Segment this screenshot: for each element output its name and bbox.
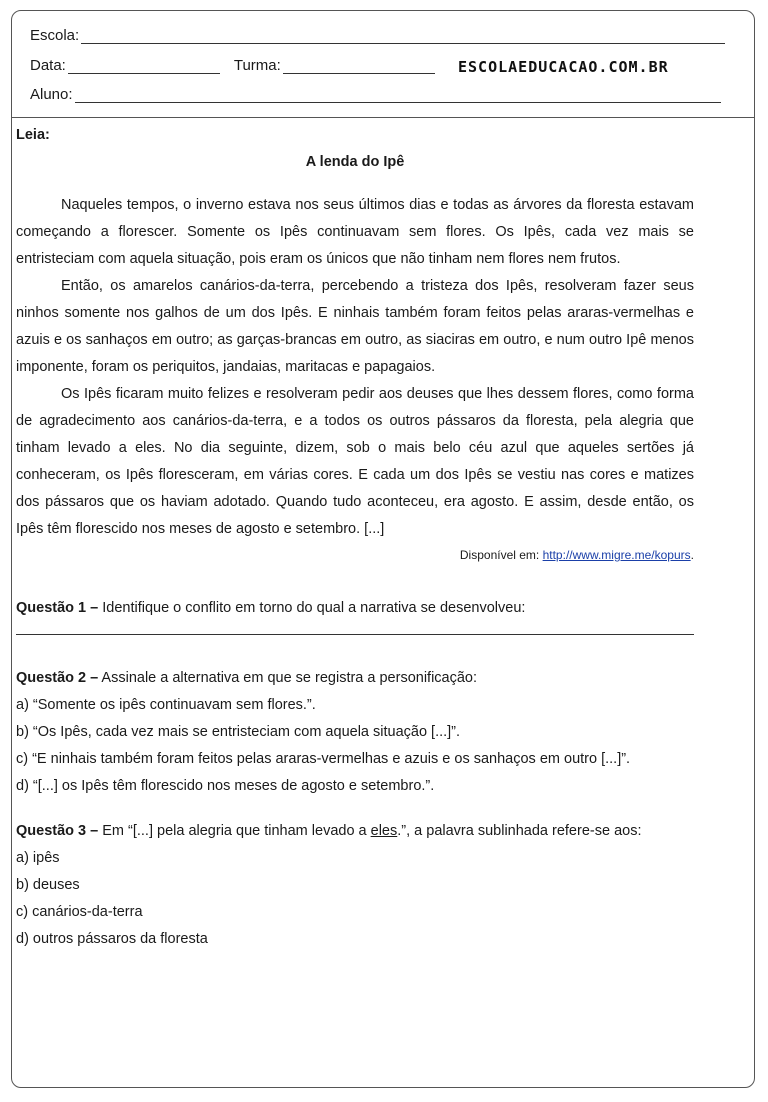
question-1 xyxy=(16,595,694,635)
source-citation xyxy=(16,545,694,565)
question-3-text-end: .”, a palavra sublinhada refere-se aos: xyxy=(397,823,642,839)
turma-label: Turma: xyxy=(233,57,281,74)
data-row xyxy=(30,57,435,74)
data-line[interactable] xyxy=(68,72,220,74)
aluno-label: Aluno: xyxy=(30,86,73,103)
story-text xyxy=(16,192,694,543)
escola-line[interactable] xyxy=(81,42,725,44)
option-b[interactable]: b) deuses xyxy=(16,877,80,893)
aluno-line[interactable] xyxy=(75,101,721,103)
question-2-label: Questão 2 – xyxy=(16,670,99,686)
student-info-header xyxy=(12,11,754,118)
site-logo-text: ESCOLAEDUCACAO.COM.BR xyxy=(458,58,669,76)
question-1-label: Questão 1 – xyxy=(16,600,99,616)
underlined-word: eles xyxy=(370,823,398,839)
source-link[interactable]: http://www.migre.me/kopurs xyxy=(542,548,691,562)
option-d[interactable]: d) outros pássaros da floresta xyxy=(16,931,208,947)
story-title: A lenda do Ipê xyxy=(305,154,405,170)
escola-row xyxy=(30,27,725,44)
option-c[interactable]: c) canários-da-terra xyxy=(16,904,143,920)
source-label: Disponível em: xyxy=(459,548,543,562)
instruction: Leia: xyxy=(16,127,50,143)
worksheet-content xyxy=(16,122,694,953)
question-2-text: Assinale a alternativa em que se registra a personificação: xyxy=(98,670,478,686)
source-end: . xyxy=(690,548,694,562)
paragraph: Naqueles tempos, o inverno estava nos seus últimos dias e todas as árvores da floresta estavam começando a florescer. Somente os Ipês continuavam sem flores. Os Ipês, cada vez mais se entristeciam com aquela situação, pois eram os únicos que não tinham nem flores nem frutos. xyxy=(16,197,694,267)
option-b[interactable]: b) “Os Ipês, cada vez mais se entristeciam com aquela situação [...]”. xyxy=(16,724,461,740)
question-3-label: Questão 3 – xyxy=(16,823,99,839)
turma-line[interactable] xyxy=(283,72,435,74)
question-3-text: Em “[...] pela alegria que tinham levado a xyxy=(98,823,371,839)
aluno-row xyxy=(30,86,721,103)
option-c[interactable]: c) “E ninhais também foram feitos pelas araras-vermelhas e azuis e os sanhaços em outro [...]”. xyxy=(16,751,631,767)
paragraph: Os Ipês ficaram muito felizes e resolveram pedir aos deuses que lhes dessem flores, como forma de agradecimento aos canários-da-terra, e a todos os outros pássaros da floresta, pela alegria que tinham levado a eles. No dia seguinte, dizem, sob o mais belo céu azul que aqueles sertões já conheceram, os Ipês floresceram, em várias cores. E cada um dos Ipês se vestiu nas cores e matizes dos pássaros que os haviam adotado. Quando tudo aconteceu, era agosto. E assim, desde então, os Ipês têm florescido nos meses de agosto e setembro. [...] xyxy=(16,386,694,537)
option-a[interactable]: a) “Somente os ipês continuavam sem flores.”. xyxy=(16,697,316,713)
option-d[interactable]: d) “[...] os Ipês têm florescido nos meses de agosto e setembro.”. xyxy=(16,778,435,794)
paragraph: Então, os amarelos canários-da-terra, percebendo a tristeza dos Ipês, resolveram fazer seus ninhos somente nos galhos de um dos Ipês. E ninhais também foram feitos pelas araras-vermelhas e azuis e os sanhaços em outro; as garças-brancas em outro, as siaciras em outro, e num outro Ipê menos imponente, foram os periquitos, jandaias, maritacas e papagaios. xyxy=(16,278,694,375)
answer-line[interactable] xyxy=(16,622,694,635)
escola-label: Escola: xyxy=(30,27,80,44)
question-3 xyxy=(16,818,694,953)
data-label: Data: xyxy=(30,57,66,74)
question-2 xyxy=(16,665,694,800)
question-1-text: Identifique o conflito em torno do qual a narrativa se desenvolveu: xyxy=(98,600,526,616)
option-a[interactable]: a) ipês xyxy=(16,850,60,866)
